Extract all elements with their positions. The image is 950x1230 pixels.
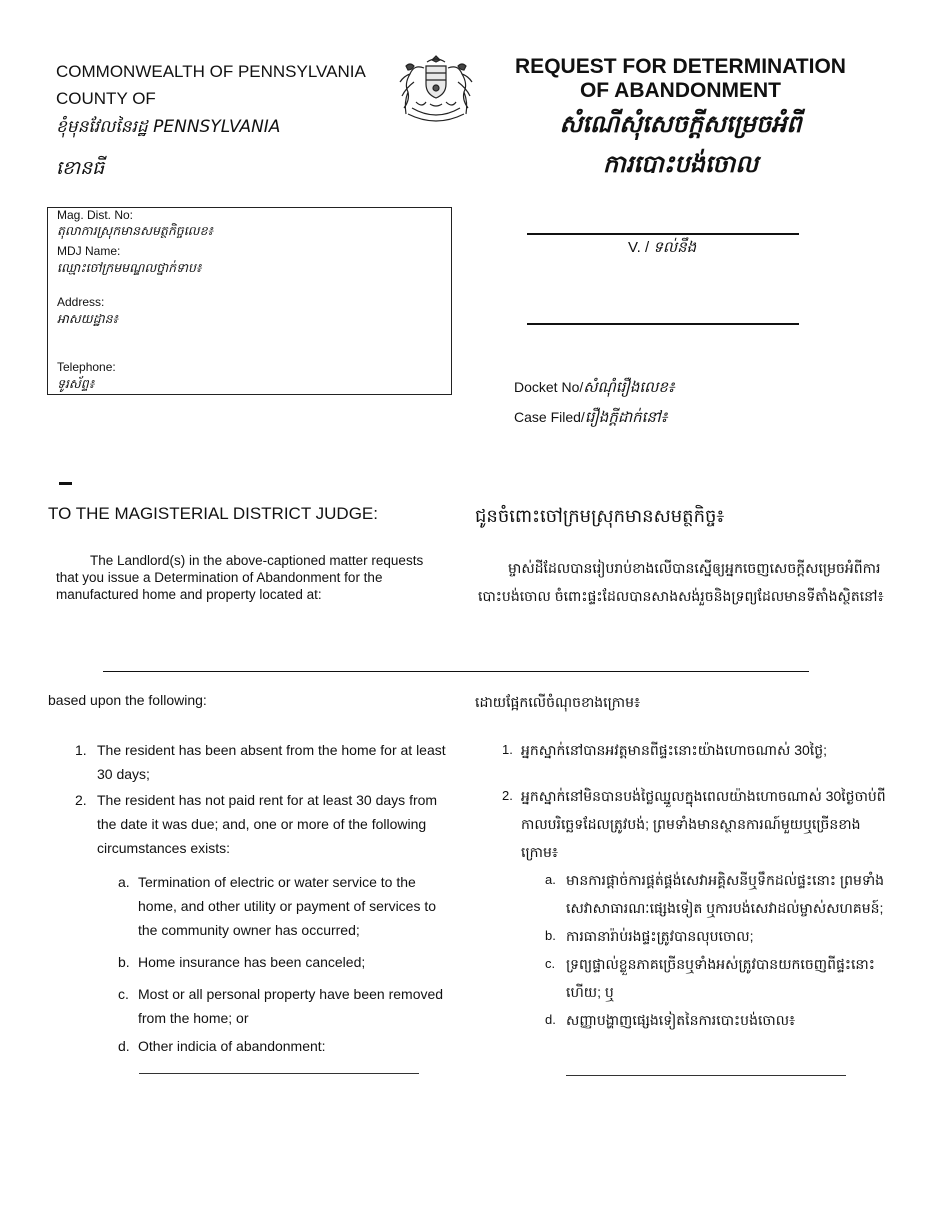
mdj-name-label: MDJ Name:	[57, 244, 121, 258]
defendant-line[interactable]	[527, 323, 799, 325]
list-text: The resident has not paid rent for at least 30 days from the date it was due; and, one or more of the following circumstances exists:	[97, 792, 438, 856]
list-number: d.	[118, 1038, 130, 1054]
telephone-label-kh: ទូរស័ព្ទ៖	[57, 376, 95, 391]
case-filed-label: Case Filed/	[514, 409, 585, 425]
mdj-name-label-kh: ឈ្មោះចៅក្រមមណ្ឌលថ្នាក់ទាប៖	[57, 260, 202, 275]
list-text: The resident has been absent from the home for at least 30 days;	[97, 742, 446, 782]
list-number: c.	[545, 956, 556, 971]
list-number: d.	[545, 1012, 556, 1027]
list-text: អ្នកស្នាក់នៅមិនបានបង់ថ្លៃឈ្នួលក្នុងពេលយ៉ាងហោចណាស់ 30ថ្ងៃចាប់ពីកាលបរិច្ឆេទដែលត្រូវបង់; ព្រមទាំងមានស្ថានការណ៍មួយឬច្រើនខាងក្រោម៖	[521, 788, 886, 860]
address-label-kh: អាសយដ្ឋាន៖	[57, 311, 119, 326]
list-text: Other indicia of abandonment:	[138, 1038, 326, 1054]
versus-label	[628, 238, 696, 260]
judge-heading-kh: ជូនចំពោះចៅក្រមស្រុកមានសមត្ថកិច្ច៖	[475, 506, 725, 526]
list-number: 1.	[502, 742, 513, 757]
sub-list-item-kh	[545, 922, 887, 950]
list-number: 2.	[502, 788, 513, 803]
versus-kh: ទល់នឹង	[653, 238, 697, 256]
sub-list-item-kh	[545, 866, 887, 922]
mag-dist-label-kh: តុលាការស្រុកមានសមត្ថកិច្ចលេខ៖	[57, 223, 214, 238]
property-address-line[interactable]	[103, 671, 809, 672]
case-filed-label-kh: រឿងក្តីដាក់នៅ៖	[584, 408, 668, 426]
list-text: Home insurance has been canceled;	[138, 954, 366, 970]
dash-mark	[59, 482, 72, 485]
title-line-2: OF ABANDONMENT	[579, 79, 782, 102]
versus-en: V. /	[628, 239, 650, 256]
grounds-list-kh	[502, 736, 887, 1034]
list-item-kh	[502, 736, 887, 764]
list-text: Most or all personal property have been removed from the home; or	[138, 986, 444, 1026]
list-text: មានការផ្តាច់ការផ្គត់ផ្គង់សេវាអគ្គិសនីឬទឹកដល់ផ្ទះនោះ ព្រមទាំងសេវាសាធារណៈផ្សេងទៀត ឬការបង់សេវាដល់ម្ចាស់សហគមន៍;	[566, 872, 885, 916]
address-label: Address:	[57, 295, 105, 309]
list-item	[75, 788, 455, 860]
telephone-label: Telephone:	[57, 360, 116, 374]
title-line-1: REQUEST FOR DETERMINATION	[515, 55, 846, 78]
list-text: ទ្រព្យផ្ទាល់ខ្លួនភាគច្រើនឬទាំងអស់ត្រូវបានយកចេញពីផ្ទះនោះហើយ; ឬ	[566, 956, 875, 1000]
mag-dist-label: Mag. Dist. No:	[57, 208, 134, 222]
commonwealth-label: COMMONWEALTH OF PENNSYLVANIA	[56, 62, 366, 81]
docket-row	[514, 372, 675, 402]
plaintiff-line[interactable]	[527, 233, 799, 235]
list-number: c.	[118, 986, 129, 1002]
list-text: អ្នកស្នាក់នៅបានអវត្តមានពីផ្ទះនោះយ៉ាងហោចណាស់ 30ថ្ងៃ;	[521, 742, 828, 758]
sub-list-item	[118, 1034, 455, 1058]
sub-list-item-kh	[545, 1006, 887, 1034]
other-indicia-line-en[interactable]	[139, 1073, 419, 1074]
docket-label-kh: សំណុំរឿងលេខ៖	[583, 378, 675, 396]
case-filed-row	[514, 402, 675, 432]
grounds-intro: based upon the following:	[48, 692, 207, 708]
title-kh-line-1: សំណើសុំសេចក្តីសម្រេចអំពី	[559, 110, 802, 138]
pennsylvania-coat-of-arms-icon	[396, 52, 476, 126]
list-number: a.	[545, 872, 556, 887]
list-number: 1.	[75, 742, 87, 758]
title-kh-line-2: ការបោះបង់ចោល	[602, 150, 759, 178]
sub-list-item	[118, 950, 455, 974]
list-item	[75, 738, 455, 786]
magistrate-info-box	[47, 207, 452, 395]
other-indicia-line-kh[interactable]	[566, 1075, 846, 1076]
list-number: b.	[118, 954, 130, 970]
grounds-intro-kh: ដោយផ្អែកលើចំណុចខាងក្រោម៖	[475, 694, 641, 710]
sub-list-item	[118, 870, 455, 942]
sub-list-item-kh	[545, 950, 887, 1006]
list-text: សញ្ញាបង្ហាញផ្សេងទៀតនៃការបោះបង់ចោល៖	[566, 1012, 796, 1028]
county-label: COUNTY OF	[56, 89, 156, 108]
list-number: 2.	[75, 792, 87, 808]
grounds-list	[75, 738, 455, 1058]
court-header	[56, 58, 366, 182]
list-text: Termination of electric or water service to the home, and other utility or payment of services to the community owner has occurred;	[138, 874, 437, 938]
county-label-kh: ខោនធី	[56, 157, 105, 179]
request-paragraph-kh: ម្ចាស់ដីដែលបានរៀបរាប់ខាងលើបានស្នើឲ្យអ្នកចេញសេចក្តីសម្រេចអំពីការបោះបង់ចោល ចំពោះផ្ទះដែលបានសាងសង់រួចនិងទ្រព្យដែលមានទីតាំងស្ថិតនៅ៖	[478, 560, 884, 604]
sub-list-item	[118, 982, 455, 1030]
list-number: b.	[545, 928, 556, 943]
list-number: a.	[118, 874, 130, 890]
list-text: ការធានារ៉ាប់រងផ្ទះត្រូវបានលុបចោល;	[566, 928, 754, 944]
form-title	[498, 55, 863, 183]
list-item-kh	[502, 782, 887, 866]
commonwealth-label-kh: ខុំមុនវែលនៃរដ្ឋ PENNSYLVANIA	[56, 117, 281, 137]
judge-heading: TO THE MAGISTERIAL DISTRICT JUDGE:	[48, 504, 378, 523]
docket-info	[514, 372, 675, 432]
docket-label: Docket No/	[514, 379, 584, 395]
request-paragraph: The Landlord(s) in the above-captioned matter requests that you issue a Determination of Abandonment for the manufactured home and property located at:	[56, 553, 424, 602]
